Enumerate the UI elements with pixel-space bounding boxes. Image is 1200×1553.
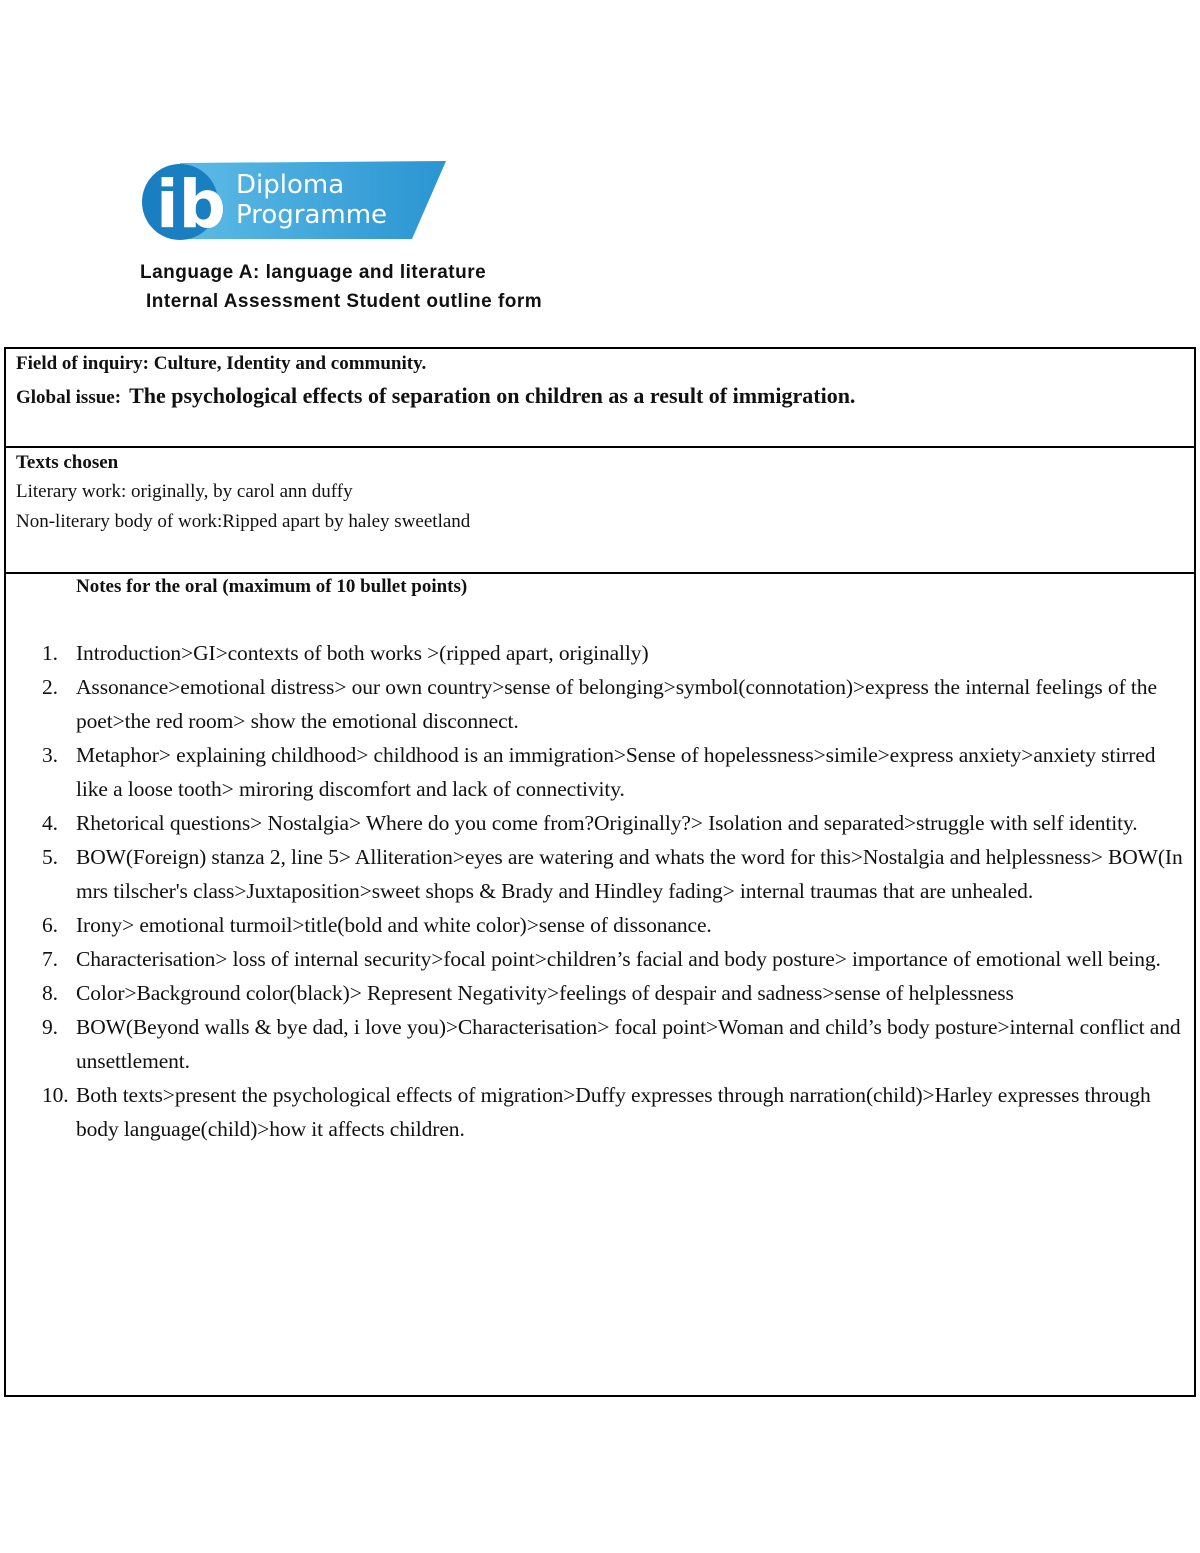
notes-list xyxy=(6,636,1196,1146)
ib-diploma-logo xyxy=(140,155,450,247)
list-item xyxy=(6,1078,1196,1146)
item-number: 8. xyxy=(42,981,58,1005)
list-item xyxy=(6,806,1196,840)
item-number: 4. xyxy=(42,811,58,835)
list-item xyxy=(6,840,1196,908)
logo-line2: Programme xyxy=(236,200,388,230)
item-number: 6. xyxy=(42,913,58,937)
logo-line1: Diploma xyxy=(236,170,345,200)
form-subject-title: Language A: language and literature xyxy=(140,262,487,283)
item-text: Rhetorical questions> Nostalgia> Where do you come from?Originally?> Isolation and separated>struggle with self identity. xyxy=(76,811,1138,835)
texts-heading: Texts chosen xyxy=(16,452,119,473)
item-number: 10. xyxy=(42,1083,69,1107)
item-text: Irony> emotional turmoil>title(bold and white color)>sense of dissonance. xyxy=(76,913,712,937)
list-item xyxy=(6,976,1196,1010)
item-text: Metaphor> explaining childhood> childhood is an immigration>Sense of hopelessness>simile>express anxiety>anxiety stirred like a loose tooth> miroring discomfort and lack of connectivity. xyxy=(76,743,1156,801)
global-issue-value: The psychological effects of separation on children as a result of immigration. xyxy=(129,383,856,408)
list-item xyxy=(6,1010,1196,1078)
form-title: Internal Assessment Student outline form xyxy=(146,291,543,312)
field-of-inquiry: Field of inquiry: Culture, Identity and community. xyxy=(16,353,427,374)
item-number: 1. xyxy=(42,641,58,665)
list-item xyxy=(6,738,1196,806)
field-section xyxy=(6,349,1194,448)
item-text: BOW(Beyond walls & bye dad, i love you)>Characterisation> focal point>Woman and child’s body posture>internal conflict and unsettlement. xyxy=(76,1015,1181,1073)
global-issue-label: Global issue: xyxy=(16,387,122,408)
list-item xyxy=(6,942,1196,976)
item-text: Both texts>present the psychological effects of migration>Duffy expresses through narration(child)>Harley expresses through body language(child)>how it affects children. xyxy=(76,1083,1151,1141)
literary-work: Literary work: originally, by carol ann duffy xyxy=(16,481,353,502)
outline-form-table xyxy=(4,347,1196,1397)
notes-heading: Notes for the oral (maximum of 10 bullet points) xyxy=(76,576,468,597)
list-item xyxy=(6,908,1196,942)
item-text: Color>Background color(black)> Represent Negativity>feelings of despair and sadness>sense of helplessness xyxy=(76,981,1014,1005)
non-literary-work: Non-literary body of work:Ripped apart by haley sweetland xyxy=(16,511,471,532)
item-text: Assonance>emotional distress> our own country>sense of belonging>symbol(connotation)>express the internal feelings of the poet>the red room> show the emotional disconnect. xyxy=(76,675,1157,733)
texts-section xyxy=(6,448,1194,574)
item-number: 5. xyxy=(42,845,58,869)
item-text: BOW(Foreign) stanza 2, line 5> Alliteration>eyes are watering and whats the word for this>Nostalgia and helplessness> BOW(In mrs tilscher's class>Juxtaposition>sweet shops & Brady and Hindley fading> internal traumas that are unhealed. xyxy=(76,845,1183,903)
list-item xyxy=(6,670,1196,738)
global-issue xyxy=(16,383,855,409)
item-text: Characterisation> loss of internal security>focal point>children’s facial and body posture> importance of emotional well being. xyxy=(76,947,1161,971)
item-number: 9. xyxy=(42,1015,58,1039)
item-number: 2. xyxy=(42,675,58,699)
item-number: 7. xyxy=(42,947,58,971)
item-number: 3. xyxy=(42,743,58,767)
ib-mark: ib xyxy=(156,166,226,243)
notes-section xyxy=(6,574,1194,1395)
item-text: Introduction>GI>contexts of both works >(ripped apart, originally) xyxy=(76,641,649,665)
list-item xyxy=(6,636,1196,670)
